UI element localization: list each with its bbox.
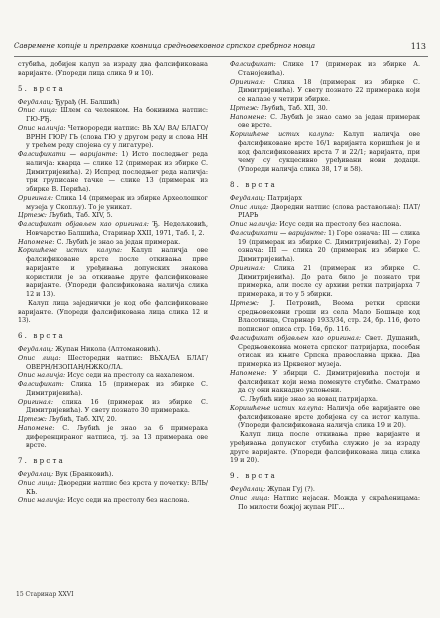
entry-label: Цртеж:	[18, 415, 47, 423]
entry-text: Свет. Душанић, Средњовековна монета српског патријарха, посебан отисак из књиге Српска православна црква. Два примерка из Црквеног музеја.	[238, 333, 420, 368]
entry-label: Оригинал:	[18, 397, 54, 406]
entry-text: Дворедни натпис (слова раставољна): ПАТ/РІАРЬ	[238, 202, 420, 220]
entry-paragraph	[230, 404, 420, 430]
entry-text: Четворореди натпис: ВЬ ХА/ ВА/ БЛАГО/ ВРНН ГЮР/ ГЬ (слова ГЮ у другом реду и слова НН у трећем реду спојена су у лигатуре).	[26, 123, 208, 150]
entry-label: Фалсификат:	[230, 60, 276, 68]
entry-paragraph	[230, 104, 420, 113]
entry-text: Ј. Петровић, Веома ретки српски средњовековни гроши из села Мало Бошњце код Власотинца, Старинар 1933/34, стр. 24, бр. 116, фото пописног описа стр. 16в, бр. 116.	[238, 298, 420, 333]
entry-text: Слика 15 (примерак из збирке С. Димитријевића).	[26, 380, 208, 397]
entry-paragraph	[230, 485, 420, 494]
entry-paragraph	[230, 494, 420, 512]
entry-text: Ђурађ (Н. Балшић)	[55, 97, 120, 106]
entry-text: С. Љубић је знао само за један примерак ове врсте.	[238, 112, 420, 130]
page-header	[14, 42, 428, 57]
entry-label: Опис лица:	[18, 106, 58, 115]
entry-text: С. Љубић је знао за један примерак.	[56, 237, 181, 246]
entry-text: Вук (Бранковић).	[55, 470, 114, 478]
entry-text: Исус седи на престолу без наслона.	[279, 220, 402, 228]
entry-text: Љубић, Таб. XII, 30.	[260, 103, 328, 112]
entry-text: Исус седи на престолу без наслона.	[67, 496, 190, 505]
entry-text: Слика 21 (примерак из збирке С. Димитријевића). До рата било је познато три примерка, али после су архиви ретки патријарха 7 примерака, и то у 5 збирки.	[238, 263, 420, 298]
entry-paragraph	[18, 398, 208, 416]
entry-paragraph	[230, 78, 420, 104]
entry-text: слика 16 (примерак из збирке С. Димитријевића). У свету познато 30 примерака.	[26, 397, 208, 415]
entry-text: Шлем са челенком. На бокивима натпис: ГЮ-РЂ.	[26, 106, 208, 123]
entry-paragraph	[18, 424, 208, 450]
body-paragraph: Калуп лица после откивања прве варијанте и уређивања допунског стубића служио је за израду друге варијанте. (Упореди фалсификована лица слика 19 и 20).	[230, 430, 420, 465]
entry-paragraph	[18, 124, 208, 150]
entry-text: Исус седи на престолу са нахаленом.	[67, 371, 195, 380]
entry-paragraph	[18, 371, 208, 380]
entry-label: Напомене:	[230, 368, 267, 377]
entry-paragraph	[230, 113, 420, 131]
entry-label: Фалсификати — варијанте:	[230, 228, 326, 237]
section-heading: 6. врста	[18, 332, 65, 340]
entry-text: Слике 17 (примерак из збирке А. Станојевића).	[238, 60, 420, 77]
entry-label: Напомене:	[230, 112, 267, 121]
entry-label: Опис лица:	[18, 478, 56, 487]
entry-label: Коришћење истих калупа:	[230, 403, 324, 412]
entry-text: Натпис нејасан. Можда у скраћеницама: По милости божјој жупан РІГ...	[238, 493, 420, 511]
entry-paragraph	[230, 369, 420, 395]
entry-text: Наличја обе варијанте ове фалсификоване врсте добијена су са истог калупа. (Упореди фалсификована наличја слика 19 и 20).	[238, 403, 420, 430]
entry-label: Цртеж:	[230, 103, 259, 112]
entry-label: Напомене:	[18, 237, 55, 246]
entry-text: Слика 14 (примерак из збирке Археолошког музеја у Скопљу). То је уникат.	[26, 193, 208, 211]
entry-label: Оригинал:	[230, 263, 266, 272]
entry-label: Феудалац:	[230, 485, 266, 493]
entry-paragraph	[18, 479, 208, 497]
entry-paragraph	[18, 496, 208, 505]
entry-paragraph	[230, 60, 420, 78]
entry-paragraph	[18, 194, 208, 212]
right-column	[230, 60, 420, 511]
entry-paragraph	[18, 380, 208, 398]
body-paragraph: Калуп лица заједнички је код обе фалсификоване варијанте. (Упореди фалсификована лица слика 12 и 13).	[18, 298, 208, 325]
entry-text: Љубић, Таб. XIV, 20.	[48, 415, 117, 423]
entry-label: Оригинал:	[18, 193, 54, 202]
entry-paragraph	[18, 238, 208, 247]
entry-label: Цртеж:	[230, 298, 259, 307]
page-number: 113	[410, 42, 426, 51]
entry-paragraph	[230, 334, 420, 369]
entry-text: 1) Исто последњег реда наличја: кварца — слике 12 (примерак из збирке С. Димитријевића). 2) Испред последњег реда наличја: три груписане тачке — слике 13 (примерак из збирке В. Перића).	[26, 150, 208, 193]
entry-text: Калуп наличја ове фалсификоване врсте после откивања прве варијанте и уређивања допунских знакова користили је за откивање друге фалсификоване варијанте. (Упореди фалсификована наличја слика 12 и 13).	[26, 246, 208, 298]
body-paragraph: стубића, добијен калуп за израду два фалсификована варијанте. (Упореди лица слика 9 и 10).	[18, 60, 208, 77]
entry-label: Феудалац:	[18, 470, 54, 478]
entry-label: Феудалац:	[230, 193, 266, 202]
entry-label: Феудалац:	[18, 97, 54, 106]
entry-label: Оригинал:	[230, 77, 266, 86]
entry-label: Цртеж:	[18, 211, 47, 220]
entry-paragraph	[230, 229, 420, 264]
entry-label: Фалсификати — варијанте:	[18, 150, 118, 158]
entry-paragraph	[230, 299, 420, 334]
entry-text: Жупан Гуј (?).	[267, 485, 315, 493]
page-footer: 15 Старинар XXVI	[16, 591, 74, 598]
entry-label: Опис наличја:	[18, 371, 66, 380]
entry-label: Опис лица:	[18, 353, 61, 362]
entry-text: У збирци С. Димитријевића постоји и фалсификат који нема поменуте стубиће. Сматрамо да су они накнадно уклоњени.	[238, 368, 420, 395]
entry-label: Опис наличја:	[230, 220, 278, 228]
entry-text: Жупан Никола (Алтомановић).	[55, 345, 161, 353]
entry-text: Калуп наличја ове фалсификоване врсте 16/1 варијанта коришћен је и код фалсификованих врста 7 и 22/1; варијанта, при чему су сукцесивно уређивани нови додаци. (Упореди наличја слика 38, 17 и 58).	[238, 130, 420, 173]
entry-paragraph	[230, 203, 420, 221]
entry-text: 1) Горе означа: III — слика 19 (примерак из збирке С. Димитријевића). 2) Горе означа: III — слика 20 (примерак из збирке С. Димитријевића).	[238, 228, 420, 263]
body-paragraph: С. Љубић није знао за новац патријарха.	[240, 395, 378, 403]
entry-paragraph	[18, 150, 208, 194]
entry-paragraph	[18, 220, 208, 238]
section-heading: 8. врста	[230, 180, 277, 189]
entry-text: Љубић, Таб. XIV, 5.	[48, 211, 113, 220]
entry-paragraph	[230, 194, 420, 203]
entry-paragraph	[230, 220, 420, 229]
entry-paragraph	[18, 415, 208, 424]
left-column	[18, 60, 208, 505]
entry-paragraph	[230, 130, 420, 174]
entry-label: Фалсификат објављен као оригинал:	[230, 333, 362, 342]
entry-label: Коришћене истих калупа:	[18, 246, 123, 255]
section-heading: 7. врста	[18, 457, 65, 465]
entry-paragraph	[18, 345, 208, 354]
entry-paragraph	[18, 354, 208, 372]
entry-label: Фалсификат објављен као оригинал:	[18, 220, 149, 228]
entry-text: С. Љубић је знао за 6 примерака диференцираног натписа, тј. за 13 примерака ове врсте.	[26, 423, 208, 450]
running-title: Савремене копије и преправке ковница средњовековног српског сребрног новца	[14, 42, 316, 50]
entry-label: Феудалац:	[18, 345, 54, 353]
entry-text: Дворедни натпис без крста у почетку: ВЛЬ/КЬ.	[26, 478, 208, 496]
entry-label: Коришћене истих калупа:	[230, 130, 335, 138]
entry-label: Опис наличја:	[18, 496, 66, 505]
entry-paragraph	[18, 106, 208, 124]
entry-text: Слика 18 (примерак из збирке С. Димитријевића). У свету познато 22 примерака који се налазе у четири збирке.	[238, 77, 420, 103]
entry-label: Опис лица:	[230, 493, 270, 502]
entry-label: Фалсификат:	[18, 380, 64, 388]
section-heading: 9. врста	[230, 472, 277, 480]
entry-paragraph	[18, 246, 208, 299]
entry-label: Напомене:	[18, 423, 55, 432]
entry-label: Опис лица:	[230, 202, 269, 211]
section-heading: 5. врста	[18, 84, 65, 93]
entry-label: Опис наличја:	[18, 123, 66, 132]
entry-text: Патријарх	[267, 193, 302, 202]
entry-paragraph	[230, 264, 420, 299]
entry-paragraph	[18, 211, 208, 220]
entry-paragraph	[18, 98, 208, 107]
entry-text: Ђ. Недељковић, Новчарство Балшића, Старинар XXII, 1971, Таб. I, 2.	[26, 220, 208, 237]
entry-paragraph	[18, 470, 208, 479]
entry-text: Шесторедни натпис: ВЬХА/БА БЛАГ/ОВЕРН/НЗОПАН/НЖКО/ЛА.	[26, 353, 208, 371]
